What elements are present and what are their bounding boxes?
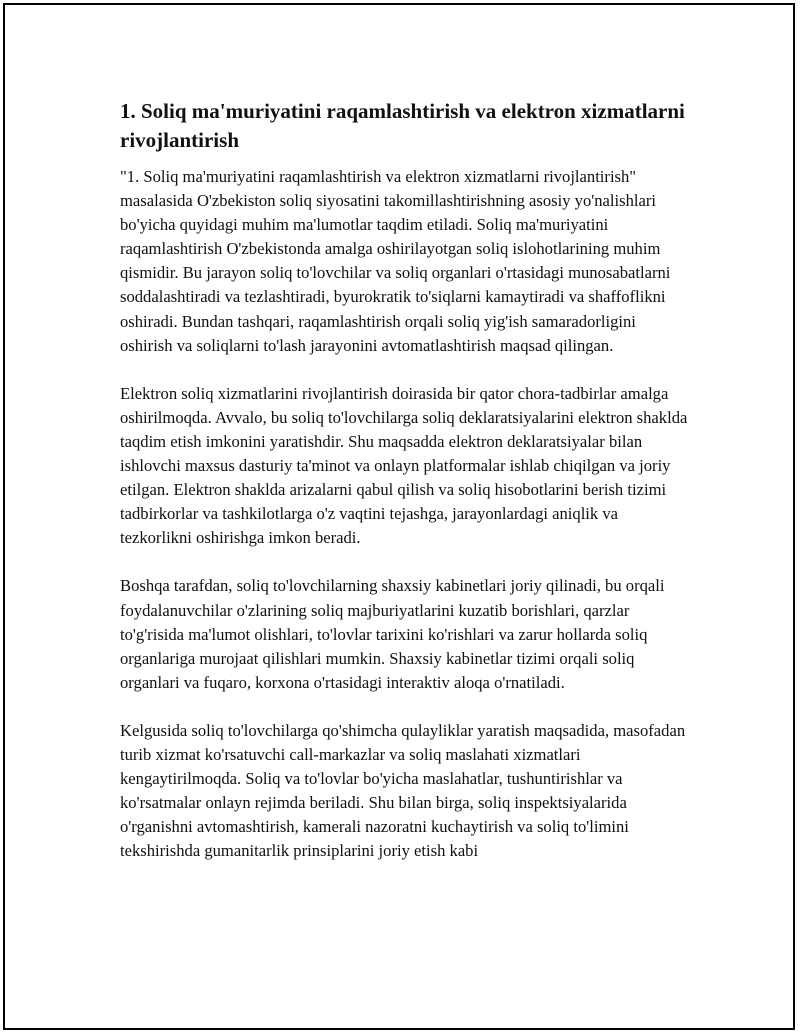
- page-frame: [3, 3, 795, 1030]
- document-body: [120, 97, 690, 887]
- paragraph: Kelgusida soliq to'lovchilarga qo'shimcha qulayliklar yaratish maqsadida, masofadan turib xizmat ko'rsatuvchi call-markazlar va soliq maslahati xizmatlari kengaytirilmoqda. Soliq va to'lovlar bo'yicha maslahatlar, tushuntirishlar va ko'rsatmalar onlayn rejimda beriladi. Shu bilan birga, soliq inspektsiyalarida o'rganishni avtomashtirish, kamerali nazoratni kuchaytirish va soliq to'limini tekshirishda gumanitarlik prinsiplarini joriy etish kabi: [120, 720, 686, 861]
- document-title: 1. Soliq ma'muriyatini raqamlashtirish va elektron xizmatlarni rivojlantirish: [120, 99, 685, 152]
- paragraph: "1. Soliq ma'muriyatini raqamlashtirish va elektron xizmatlarni rivojlantirish" masalasida O'zbekiston soliq siyosatini takomillashtirishning asosiy yo'nalishlari bo'yicha quyidagi muhim ma'lumotlar taqdim etiladi. Soliq ma'muriyatini raqamlashtirish O'zbekistonda amalga oshirilayotgan soliq islohotlarining muhim qismidir. Bu jarayon soliq to'lovchilar va soliq organlari o'rtasidagi munosabatlarni soddalashtiradi va tezlashtiradi, byurokratik to'siqlarni kamaytiradi va shaffoflikni oshiradi. Bundan tashqari, raqamlashtirish orqali soliq yig'ish samaradorligini oshirish va soliqlarni to'lash jarayonini avtomatlashtirish maqsad qilingan.: [120, 167, 671, 355]
- paragraph: Elektron soliq xizmatlarini rivojlantirish doirasida bir qator chora-tadbirlar amalga oshirilmoqda. Avvalo, bu soliq to'lovchilarga soliq deklaratsiyalarini elektron shaklda taqdim etish imkonini yaratishdir. Shu maqsadda elektron deklaratsiyalar bilan ishlovchi maxsus dasturiy ta'minot va onlayn platformalar ishlab chiqilgan va joriy etilgan. Elektron shaklda arizalarni qabul qilish va soliq hisobotlarini berish tizimi tadbirkorlar va tashkilotlarga o'z vaqtini tejashga, jarayonlardagi aniqlik va tezkorlikni oshirishga imkon beradi.: [120, 383, 688, 548]
- paragraph: Boshqa tarafdan, soliq to'lovchilarning shaxsiy kabinetlari joriy qilinadi, bu orqali foydalanuvchilar o'zlarining soliq majburiyatlarini kuzatib borishlari, qarzlar to'g'risida ma'lumot olishlari, to'lovlar tarixini ko'rishlari va zarur hollarda soliq organlariga murojaat qilishlari mumkin. Shaxsiy kabinetlar tizimi orqali soliq organlari va fuqaro, korxona o'rtasidagi interaktiv aloqa o'rnatiladi.: [120, 576, 665, 692]
